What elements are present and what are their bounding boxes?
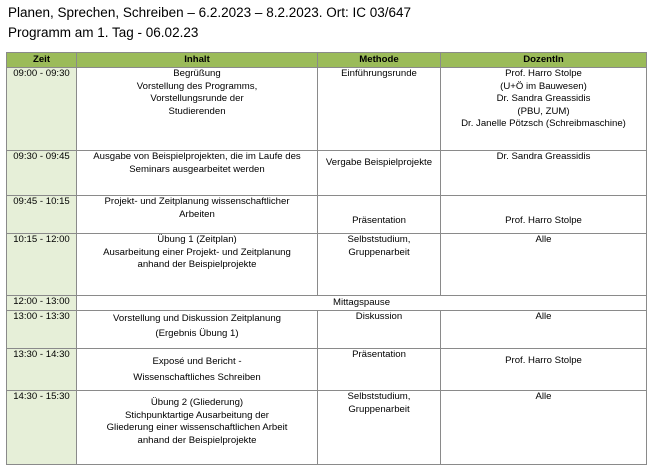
time-cell: 10:15 - 12:00 [7,234,77,296]
lecturer-cell [441,391,647,465]
content-cell [77,311,318,349]
content-cell [77,68,318,151]
lunch-break-cell: Mittagspause [77,296,647,311]
content-cell [77,349,318,391]
method-cell [318,311,441,349]
method-cell [318,391,441,465]
lecturer-line: Prof. Harro Stolpe [505,68,582,79]
table-row [7,391,647,465]
content-line: Seminars ausgearbeitet werden [129,163,265,175]
lecturer-line: Prof. Harro Stolpe [505,214,582,226]
content-line: anhand der Beispielprojekte [137,259,257,270]
method-cell [318,68,441,151]
time-cell: 13:30 - 14:30 [7,349,77,391]
column-header-time: Zeit [7,53,77,68]
content-line: Übung 2 (Gliederung) [150,397,244,408]
content-line: Gliederung einer wissenschaftlichen Arbeit [106,422,288,433]
content-cell [77,391,318,465]
content-line: Vorstellung und Diskussion Zeitplanung [113,313,281,324]
content-line: Vorstellungsrunde der [150,93,244,104]
method-line: Präsentation [352,214,406,226]
method-line: Einführungsrunde [341,68,417,79]
method-line: Gruppenarbeit [348,403,410,415]
method-line: Gruppenarbeit [348,246,410,258]
table-row [7,196,647,234]
lecturer-cell [441,349,647,391]
lecturer-cell [441,234,647,296]
table-row [7,349,647,391]
lecturer-line: Dr. Sandra Greassidis [496,93,591,104]
table-row [7,234,647,296]
lecturer-line: Dr. Sandra Greassidis [496,151,591,162]
table-row [7,311,647,349]
content-cell [77,196,318,234]
content-line: Studierenden [168,105,226,117]
table-row [7,151,647,196]
content-cell [77,234,318,296]
column-header-lecturer: DozentIn [441,53,647,68]
column-header-method: Methode [318,53,441,68]
method-cell [318,196,441,234]
method-line: Diskussion [355,311,403,322]
method-cell [318,349,441,391]
table-header-row [7,53,647,68]
content-line: Übung 1 (Zeitplan) [157,234,237,245]
content-cell [77,151,318,196]
time-cell: 14:30 - 15:30 [7,391,77,465]
content-line: Begrüßung [173,68,221,79]
content-line: Stichpunktartige Ausarbeitung der [125,409,269,421]
method-cell [318,151,441,196]
content-line: anhand der Beispielprojekte [137,434,257,446]
lecturer-cell [441,196,647,234]
table-row [7,296,647,311]
content-line: (Ergebnis Übung 1) [155,328,239,339]
column-header-content: Inhalt [77,53,318,68]
time-cell: 09:45 - 10:15 [7,196,77,234]
time-cell: 09:00 - 09:30 [7,68,77,151]
content-line: Exposé und Bericht - [152,356,242,367]
lecturer-line: Alle [535,311,552,322]
lecturer-line: Alle [535,234,552,245]
method-line: Präsentation [352,349,406,360]
table-row [7,68,647,151]
content-line: Projekt- und Zeitplanung wissenschaftlicher [104,196,290,207]
time-cell: 13:00 - 13:30 [7,311,77,349]
schedule-table [6,52,647,465]
method-line: Vergabe Beispielprojekte [325,157,433,168]
method-line: Selbststudium, [347,234,411,245]
content-line: Wissenschaftliches Schreiben [133,372,261,383]
lecturer-line: (PBU, ZUM) [517,105,570,117]
document-subtitle: Programm am 1. Tag - 06.02.23 [8,25,199,40]
time-cell: 09:30 - 09:45 [7,151,77,196]
method-line: Selbststudium, [347,391,411,402]
lecturer-cell [441,68,647,151]
content-line: Arbeiten [179,208,215,220]
lecturer-line: (U+Ö im Bauwesen) [500,80,587,92]
lecturer-cell [441,311,647,349]
lecturer-line: Dr. Janelle Pötzsch (Schreibmaschine) [461,118,626,129]
method-cell [318,234,441,296]
lecturer-line: Alle [535,391,552,402]
lecturer-line: Prof. Harro Stolpe [505,355,582,366]
content-line: Ausgabe von Beispielprojekten, die im Laufe des [93,151,301,162]
content-line: Vorstellung des Programms, [136,80,258,92]
time-cell: 12:00 - 13:00 [7,296,77,311]
content-line: Ausarbeitung einer Projekt- und Zeitplanung [103,246,291,258]
lecturer-cell [441,151,647,196]
document-title: Planen, Sprechen, Schreiben – 6.2.2023 – 8.2.2023. Ort: IC 03/647 [8,5,412,20]
